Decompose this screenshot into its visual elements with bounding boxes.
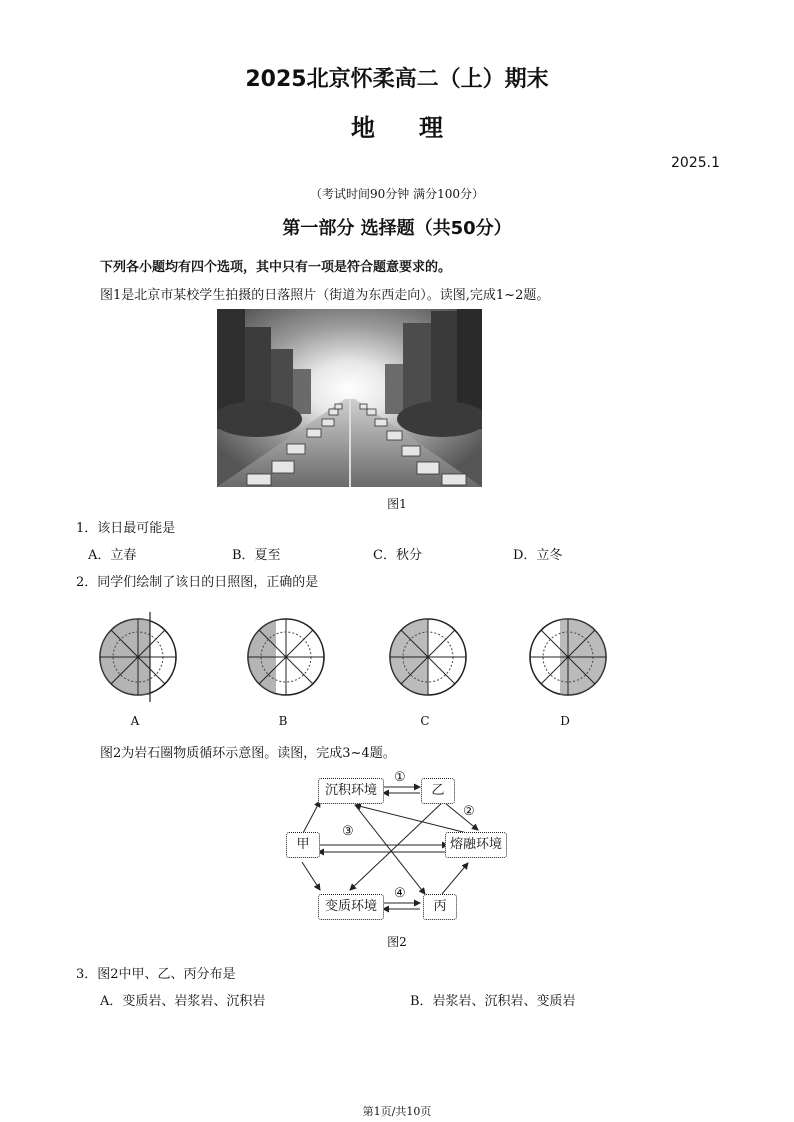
marker-1: ① (394, 770, 406, 785)
node-metamorphic-env: 变质环境 (318, 894, 384, 920)
node-bing: 丙 (423, 894, 457, 920)
instruction: 下列各小题均有四个选项，其中只有一项是符合题意要求的。 (100, 260, 452, 275)
sun-diagram-c[interactable] (378, 602, 478, 712)
node-sedimentary-env: 沉积环境 (318, 778, 384, 804)
node-melting-env: 熔融环境 (445, 832, 507, 858)
exam-title: 2025北京怀柔高二（上）期末 (245, 67, 549, 92)
sun-diagram-a-label: A (130, 714, 140, 728)
part-heading: 第一部分 选择题（共50分） (282, 218, 512, 239)
sun-diagram-b[interactable] (236, 602, 336, 712)
subject-title: 地理 (351, 114, 487, 142)
node-yi: 乙 (421, 778, 455, 804)
sun-diagram-c-label: C (420, 714, 430, 728)
sun-diagram-a[interactable] (88, 602, 188, 712)
fig2-intro: 图2为岩石圈物质循环示意图。读图，完成3~4题。 (100, 746, 396, 761)
sunset-photo (217, 309, 482, 487)
fig1-intro: 图1是北京市某校学生拍摄的日落照片（街道为东西走向）。读图,完成1~2题。 (100, 288, 550, 303)
q3-option-a[interactable]: A．变质岩、岩浆岩、沉积岩 (100, 994, 266, 1009)
q2-stem: 2．同学们绘制了该日的日照图，正确的是 (76, 575, 319, 590)
exam-date: 2025.1 (671, 155, 720, 171)
q1-stem: 1．该日最可能是 (76, 521, 176, 536)
q1-option-a[interactable]: A．立春 (88, 548, 137, 563)
node-jia: 甲 (286, 832, 320, 858)
sun-diagram-d[interactable] (518, 602, 618, 712)
sun-diagram-b-label: B (278, 714, 288, 728)
q3-stem: 3．图2中甲、乙、丙分布是 (76, 967, 236, 982)
page-footer: 第1页/共10页 (362, 1105, 432, 1118)
exam-note: （考试时间90分钟 满分100分） (310, 187, 484, 201)
sun-diagram-d-label: D (560, 714, 570, 728)
fig1-caption: 图1 (387, 497, 407, 511)
marker-2: ② (463, 804, 475, 819)
marker-4: ④ (394, 886, 406, 901)
q1-option-d[interactable]: D．立冬 (513, 548, 563, 563)
fig2-caption: 图2 (387, 935, 407, 949)
marker-3: ③ (342, 824, 354, 839)
q1-option-c[interactable]: C．秋分 (373, 548, 422, 563)
rock-cycle-diagram (280, 770, 520, 930)
q3-option-b[interactable]: B．岩浆岩、沉积岩、变质岩 (410, 994, 576, 1009)
q1-option-b[interactable]: B．夏至 (232, 548, 281, 563)
